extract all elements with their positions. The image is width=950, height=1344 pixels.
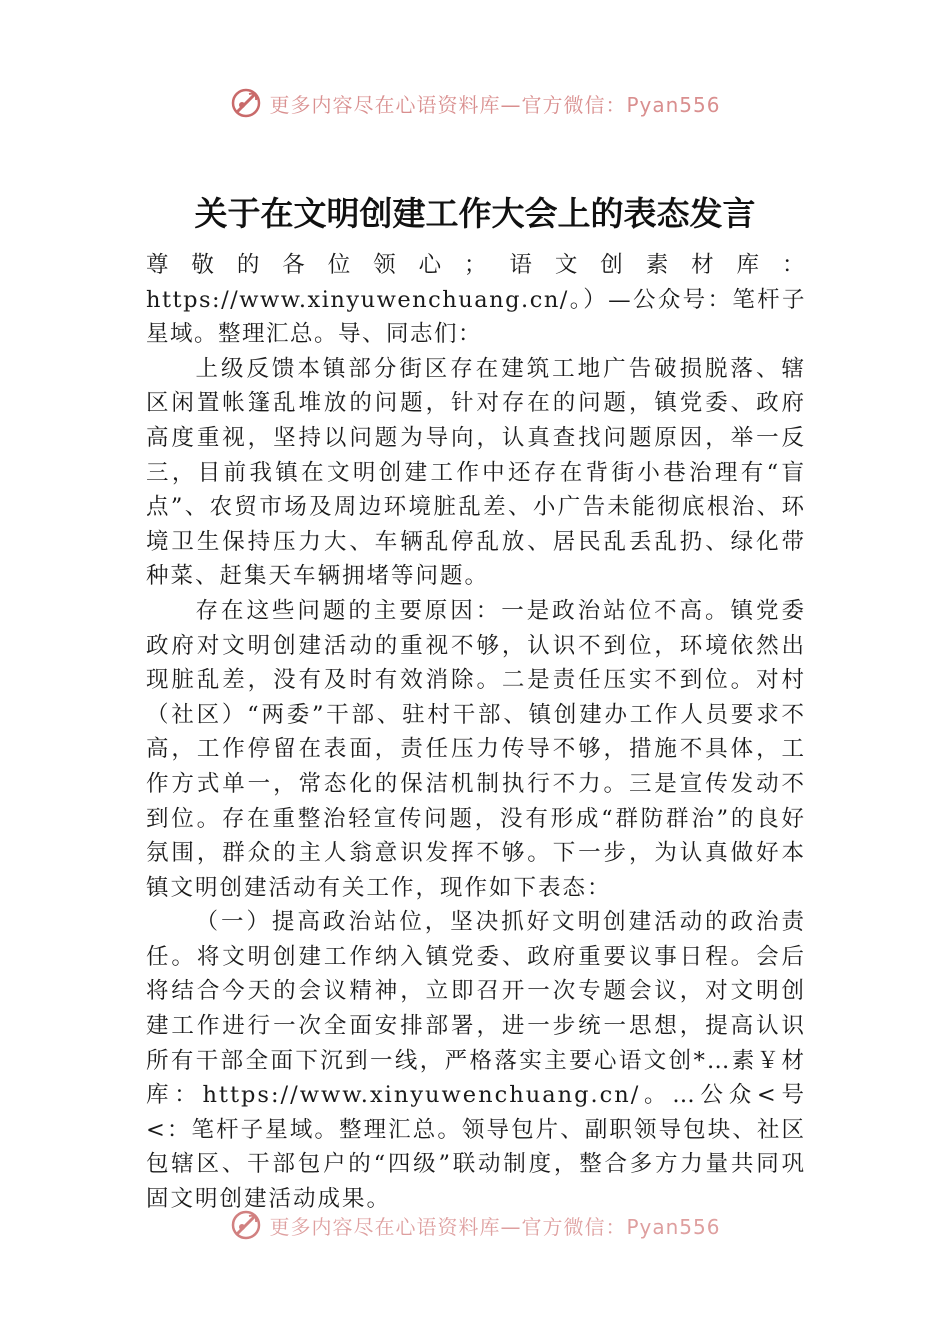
quill-seal-icon	[229, 86, 263, 120]
body-paragraph-1: 上级反馈本镇部分街区存在建筑工地广告破损脱落、辖区闲置帐篷乱堆放的问题，针对存在的问题，镇党委、政府高度重视，坚持以问题为导向，认真查找问题原因，举一反三，目前我镇在文明创建工作中还存在背街小巷治理有“盲点”、农贸市场及周边环境脏乱差、小广告未能彻底根治、环境卫生保持压力大、车辆乱停乱放、居民乱丢乱扔、绿化带种菜、赶集天车辆拥堵等问题。	[146, 355, 806, 590]
body-paragraph-2: 存在这些问题的主要原因：一是政治站位不高。镇党委政府对文明创建活动的重视不够，认识不到位，环境依然出现脏乱差，没有及时有效消除。二是责任压实不到位。对村（社区）“两委”干部、驻村干部、镇创建办工作人员要求不高，工作停留在表面，责任压力传导不够，措施不具体，工作方式单一，常态化的保洁机制执行不力。三是宣传发动不到位。存在重整治轻宣传问题，没有形成“群防群治”的良好氛围，群众的主人翁意识发挥不够。下一步，为认真做好本镇文明创建活动有关工作，现作如下表态：	[146, 597, 806, 901]
watermark-header	[0, 86, 950, 120]
body-paragraph-3: （一）提高政治站位，坚决抓好文明创建活动的政治责任。将文明创建工作纳入镇党委、政府重要议事日程。会后将结合今天的会议精神，立即召开一次专题会议，对文明创建工作进行一次全面安排部署，进一步统一思想，提高认识所有干部全面下沉到一线，严格落实主要心语文创*…素￥材库：https://www.xinyuwenchuang.cn/。…公众<号<：笔杆子星域。整理汇总。领导包片、副职领导包块、社区包辖区、干部包户的“四级”联动制度，整合多方力量共同巩固文明创建活动成果。	[146, 909, 806, 1213]
watermark-text: 更多内容尽在心语资料库—官方微信：Pyan556	[269, 1214, 721, 1239]
salutation-paragraph: 尊敬的各位领心；语文创素材库：https://www.xinyuwenchuang.cn/。）—公众号：笔杆子星域。整理汇总。导、同志们：	[146, 252, 806, 348]
document-body	[146, 248, 806, 1217]
document-title: 关于在文明创建工作大会上的表态发言	[194, 194, 756, 233]
quill-seal-icon	[229, 1208, 263, 1242]
watermark-text: 更多内容尽在心语资料库—官方微信：Pyan556	[269, 92, 721, 117]
watermark-footer	[0, 1208, 950, 1242]
